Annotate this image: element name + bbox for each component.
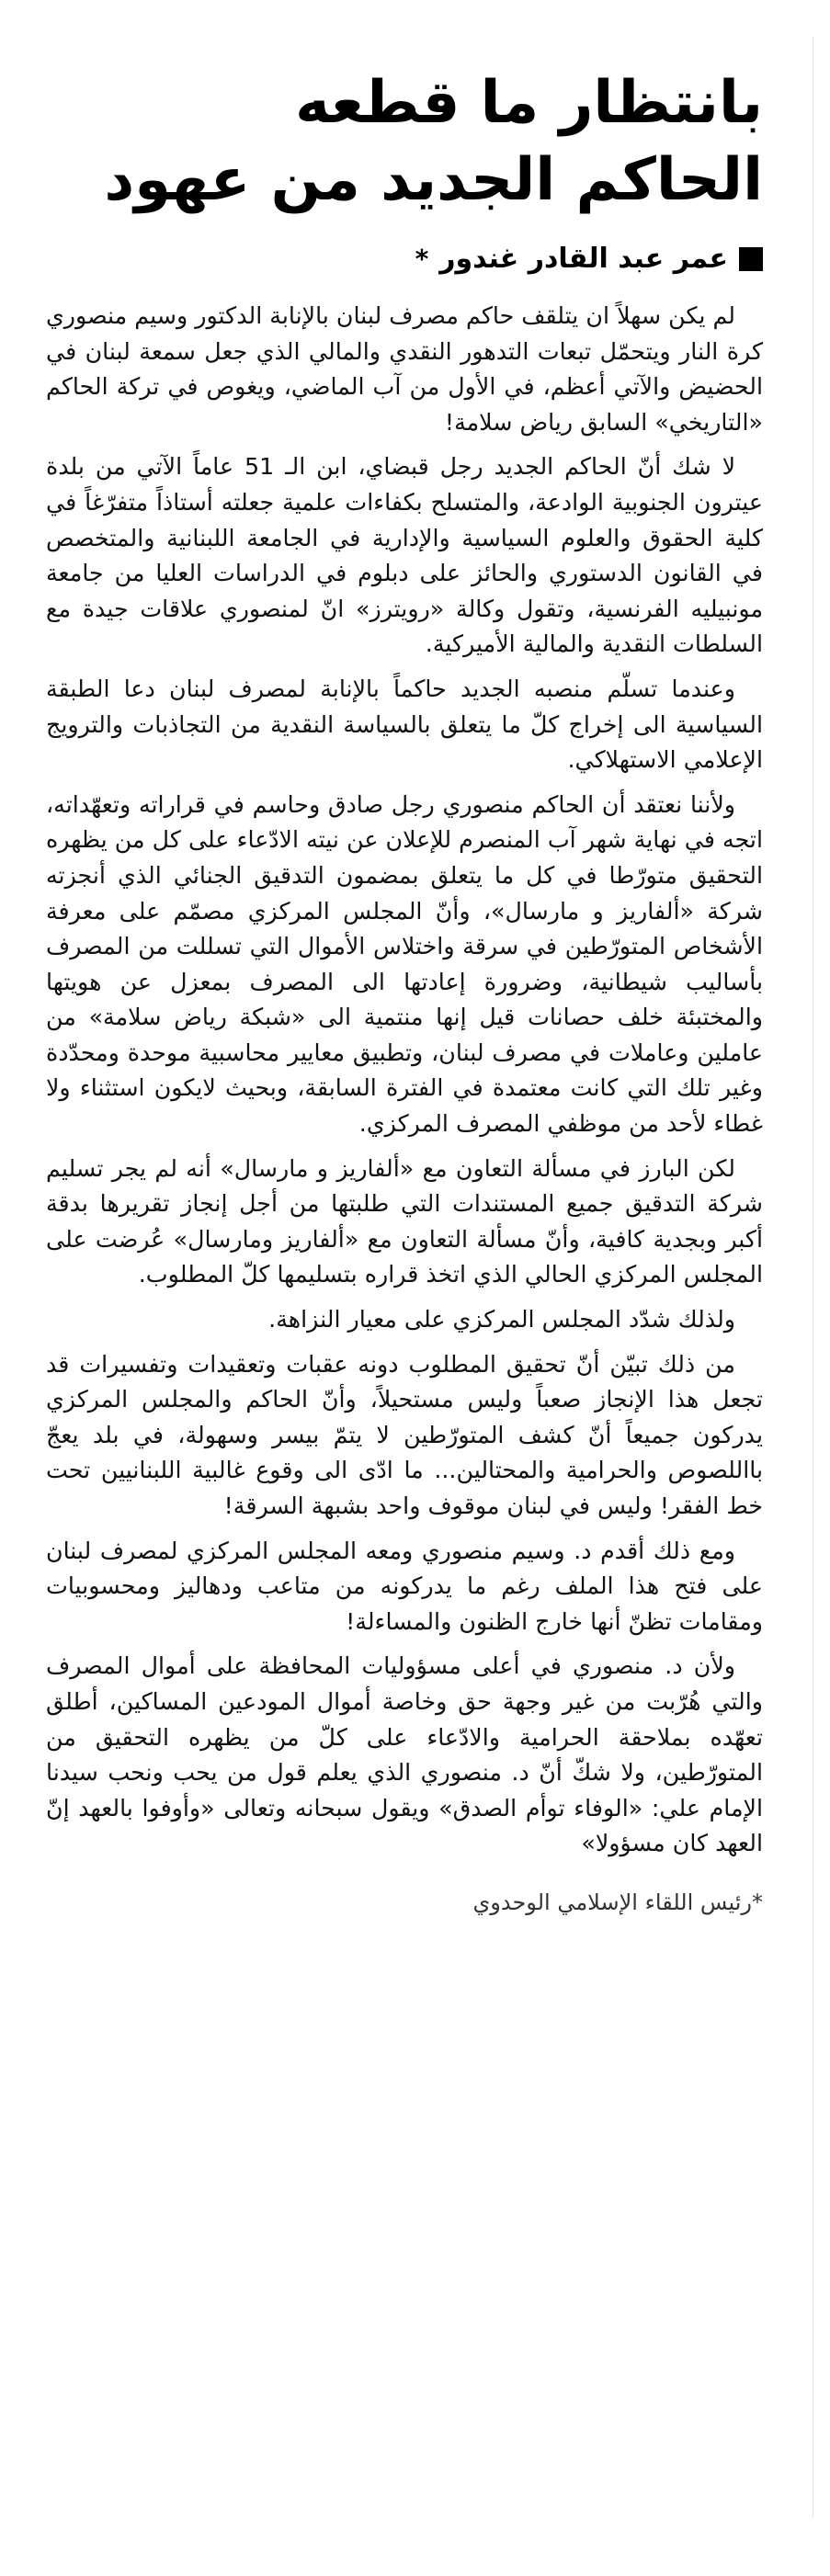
paragraph-8: ومع ذلك أقدم د. وسيم منصوري ومعه المجلس المركزي لمصرف لبنان على فتح هذا الملف رغم ما يدركونه من متاعب ودهاليز ومحسوبيات ومقامات تظنّ أنها خارج الظنون والمساءلة! [46,1537,763,1635]
headline-line-1: بانتظار ما قطعه [295,69,763,137]
author-name: عمر عبد القادر غندور [439,243,728,275]
paragraph-7: من ذلك تبيّن أنّ تحقيق المطلوب دونه عقبات وتعقيدات وتفسيرات قد تجعل هذا الإنجاز صعباً وليس مستحيلاً، وأنّ الحاكم والمجلس المركزي يدركون جميعاً أنّ كشف المتورّطين لا يتمّ بيسر وسهولة، في بلد يعجّ بااللصوص والحرامية والمحتالين... ما ادّى الى وقوع غالبية اللبنانيين تحت خط الفقر! وليس في لبنان موقوف واحد بشبهة السرقة! [46,1350,763,1519]
article-column [46,64,763,1915]
paragraph-4: ولأننا نعتقد أن الحاكم منصوري رجل صادق وحاسم في قراراته وتعهّداته، اتجه في نهاية شهر آب المنصرم للإعلان عن نيته الادّعاء على كل من يظهره التحقيق متورّطا في كل ما يتعلق بمضمون التدقيق الجنائي الذي أنجزته شركة «ألفاريز و مارسال»، وأنّ المجلس المركزي مصمّم على معرفة الأشخاص المتورّطين في سرقة واختلاس الأموال التي تسللت من المصرف بأساليب شيطانية، وضرورة إعادتها الى المصرف بمعزل عن هويتها والمختبئة خلف حصانات قيل إنها منتمية الى «شبكة رياض سلامة» من عاملين وعاملات في مصرف لبنان، وتطبيق معايير محاسبية موحدة ومحدّدة وغير تلك التي كانت معتمدة في الفترة السابقة، وبحيث لايكون استثناء ولا غطاء لأحد من موظفي المصرف المركزي. [46,790,763,1138]
paragraph-9: ولأن د. منصوري في أعلى مسؤوليات المحافظة على أموال المصرف والتي هُرّبت من غير وجهة حق وخاصة أموال المودعين المساكين، أطلق تعهّده بملاحقة الحرامية والادّعاء على كلّ من يظهره التحقيق من المتورّطين، ولا شكّ أنّ د. منصوري الذي يعلم قول من يحب ونحب سيدنا الإمام علي: «الوفاء توأم الصدق» ويقول سبحانه وتعالى «وأوفوا بالعهد إنّ العهد كان مسؤولا» [46,1652,763,1857]
paragraph-6: ولذلك شدّد المجلس المركزي على معيار النزاهة. [268,1306,735,1333]
article-body [46,299,763,1862]
author-byline [46,243,763,275]
author-footnote: *رئيس اللقاء الإسلامي الوحدوي [472,1889,763,1915]
author-footnote-mark: * [415,244,429,274]
byline-square-icon [739,247,763,271]
article-headline [46,64,763,219]
paragraph-5: لكن البارز في مسألة التعاون مع «ألفاريز و مارسال» أنه لم يجر تسليم شركة التدقيق جميع المستندات التي طلبتها من أجل إنجاز تقريرها بدقة أكبر وبجدية كافية، وأنّ مسألة التعاون مع «ألفاريز ومارسال» عُرضت على المجلس المركزي الحالي الذي اتخذ قراره بتسليمها كلّ المطلوب. [46,1154,763,1288]
paragraph-2: لا شك أنّ الحاكم الجديد رجل قبضاي، ابن الـ 51 عاماً الآتي من بلدة عيترون الجنوبية الوادعة، والمتسلح بكفاءات علمية جعلته أستاذاً متفرّغاً في كلية الحقوق والعلوم السياسية والإدارية في الجامعة اللبنانية والمتخصص في القانون الدستوري والحائز على دبلوم في الدراسات العليا من جامعة مونبيليه الفرنسية، وتقول وكالة «رويترز» انّ لمنصوري علاقات جيدة مع السلطات النقدية والمالية الأميركية. [46,453,763,658]
paragraph-1: لم يكن سهلاً ان يتلقف حاكم مصرف لبنان بالإنابة الدكتور وسيم منصوري كرة النار ويتحمّل تبعات التدهور النقدي والمالي الذي جعل سمعة لبنان في الحضيض والآتي أعظم، في الأول من آب الماضي، ويغوص في تركة الحاكم «التاريخي» السابق رياض سلامة! [46,302,763,436]
paragraph-3: وعندما تسلّم منصبه الجديد حاكماً بالإنابة لمصرف لبنان دعا الطبقة السياسية الى إخراج كلّ ما يتعلق بالسياسة النقدية من التجاذبات والترويج الإعلامي الاستهلاكي. [46,675,763,774]
headline-line-2: الحاكم الجديد من عهود [104,146,763,214]
